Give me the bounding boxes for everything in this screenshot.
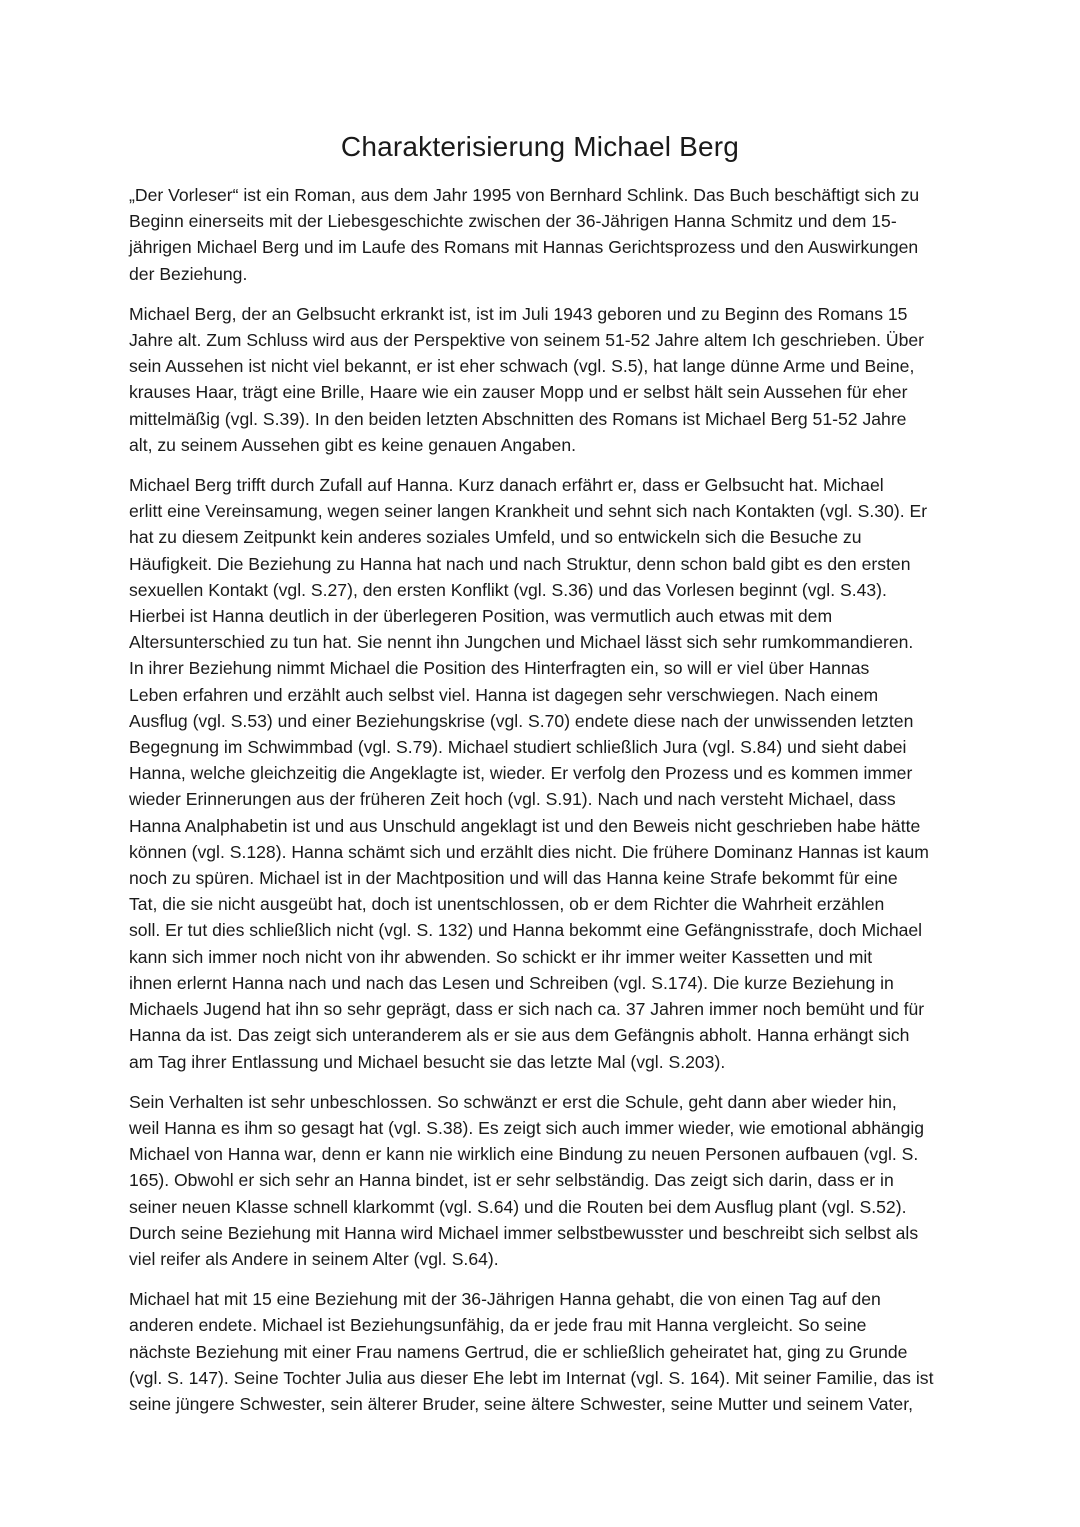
- text-line: am Tag ihrer Entlassung und Michael besucht sie das letzte Mal (vgl. S.203).: [129, 1051, 726, 1072]
- text-line: Hanna Analphabetin ist und aus Unschuld angeklagt ist und den Beweis nicht geschrieben habe hätte: [129, 815, 921, 836]
- text-line: Michael hat mit 15 eine Beziehung mit der 36-Jährigen Hanna gehabt, die von einen Tag auf den: [129, 1289, 881, 1310]
- text-line: Hanna, welche gleichzeitig die Angeklagte ist, wieder. Er verfolg den Prozess und es kommen immer: [129, 763, 913, 784]
- text-line: mittelmäßig (vgl. S.39). In den beiden letzten Abschnitten des Romans ist Michael Berg 51-52 Jahre: [129, 408, 907, 429]
- text-line: In ihrer Beziehung nimmt Michael die Position des Hinterfragten ein, so will er viel über Hannas: [129, 658, 870, 679]
- text-line: sein Aussehen ist nicht viel bekannt, er ist eher schwach (vgl. S.5), hat lange dünne Arme und Beine,: [129, 356, 915, 377]
- text-line: viel reifer als Andere in seinem Alter (vgl. S.64).: [129, 1248, 499, 1269]
- text-line: (vgl. S. 147). Seine Tochter Julia aus dieser Ehe lebt im Internat (vgl. S. 164). Mit seiner Familie, das ist: [129, 1367, 934, 1388]
- text-line: seine jüngere Schwester, sein älterer Bruder, seine ältere Schwester, seine Mutter und seinem Vater,: [129, 1393, 913, 1414]
- text-line: Beginn einerseits mit der Liebesgeschichte zwischen der 36-Jährigen Hanna Schmitz und dem 15-: [129, 211, 897, 232]
- paragraph-behavior: [129, 1089, 953, 1272]
- text-line: Tat, die sie nicht ausgeübt hat, doch ist unentschlossen, ob er dem Richter die Wahrheit erzählen: [129, 894, 885, 915]
- text-line: Hanna da ist. Das zeigt sich unteranderem als er sie aus dem Gefängnis abholt. Hanna erhängt sich: [129, 1025, 910, 1046]
- text-line: anderen endete. Michael ist Beziehungsunfähig, da er jede frau mit Hanna vergleicht. So seine: [129, 1315, 867, 1336]
- paragraph-family: [129, 1286, 953, 1417]
- text-line: hat zu diesem Zeitpunkt kein anderes soziales Umfeld, und so entwickeln sich die Besuche zu: [129, 527, 862, 548]
- text-line: Häufigkeit. Die Beziehung zu Hanna hat nach und nach Struktur, denn schon bald gibt es den ersten: [129, 553, 911, 574]
- text-line: Hierbei ist Hanna deutlich in der überlegeren Position, was vermutlich auch etwas mit dem: [129, 606, 833, 627]
- text-line: seiner neuen Klasse schnell klarkommt (vgl. S.64) und die Routen bei dem Ausflug plant (vgl. S.52).: [129, 1196, 907, 1217]
- text-line: weil Hanna es ihm so gesagt hat (vgl. S.38). Es zeigt sich auch immer wieder, wie emotional abhängig: [129, 1117, 925, 1138]
- text-line: soll. Er tut dies schließlich nicht (vgl. S. 132) und Hanna bekommt eine Gefängnisstrafe, doch Michael: [129, 920, 923, 941]
- paragraph-intro: [129, 182, 953, 287]
- text-line: Leben erfahren und erzählt auch selbst viel. Hanna ist dagegen sehr verschwiegen. Nach einem: [129, 684, 879, 705]
- text-line: der Beziehung.: [129, 263, 248, 284]
- text-line: „Der Vorleser“ ist ein Roman, aus dem Jahr 1995 von Bernhard Schlink. Das Buch beschäftigt sich zu: [129, 185, 920, 205]
- text-line: Ausflug (vgl. S.53) und einer Beziehungskrise (vgl. S.70) endete diese nach der unwissenden letzten: [129, 710, 914, 731]
- text-line: Begegnung im Schwimmbad (vgl. S.79). Michael studiert schließlich Jura (vgl. S.84) und sieht dabei: [129, 737, 907, 758]
- text-line: Michael von Hanna war, denn er kann nie wirklich eine Bindung zu neuen Personen aufbauen (vgl. S.: [129, 1144, 919, 1165]
- text-line: 165). Obwohl er sich sehr an Hanna bindet, ist er sehr selbständig. Das zeigt sich darin, dass er in: [129, 1170, 894, 1191]
- paragraph-relationship: [129, 472, 953, 1075]
- text-line: noch zu spüren. Michael ist in der Machtposition und will das Hanna keine Strafe bekommt für eine: [129, 868, 898, 889]
- text-line: Altersunterschied zu tun hat. Sie nennt ihn Jungchen und Michael lässt sich sehr rumkommandieren.: [129, 632, 914, 653]
- text-line: Michaels Jugend hat ihn so sehr geprägt, dass er sich nach ca. 37 Jahren immer noch bemüht und für: [129, 999, 925, 1020]
- text-line: ihnen erlernt Hanna nach und nach das Lesen und Schreiben (vgl. S.174). Die kurze Beziehung in: [129, 972, 894, 993]
- text-line: wieder Erinnerungen aus der früheren Zeit hoch (vgl. S.91). Nach und nach versteht Michael, dass: [129, 789, 896, 810]
- page-title: Charakterisierung Michael Berg: [340, 131, 740, 162]
- text-line: kann sich immer noch nicht von ihr abwenden. So schickt er ihr immer weiter Kassetten und mit: [129, 946, 873, 967]
- text-line: nächste Beziehung mit einer Frau namens Gertrud, die er schließlich geheiratet hat, ging zu Grunde: [129, 1341, 908, 1362]
- text-line: erlitt eine Vereinsamung, wegen seiner langen Krankheit und sehnt sich nach Kontakten (vgl. S.30). Er: [129, 501, 928, 522]
- text-line: sexuellen Kontakt (vgl. S.27), den ersten Konflikt (vgl. S.36) und das Vorlesen beginnt (vgl. S.43).: [129, 579, 887, 600]
- text-line: Sein Verhalten ist sehr unbeschlossen. So schwänzt er erst die Schule, geht dann aber wieder hin,: [129, 1091, 897, 1112]
- text-line: jährigen Michael Berg und im Laufe des Romans mit Hannas Gerichtsprozess und den Auswirkungen: [129, 237, 919, 258]
- document-body: [129, 182, 953, 1431]
- text-line: krauses Haar, trägt eine Brille, Haare wie ein zauser Mopp und er selbst hält sein Aussehen für eher: [129, 382, 908, 403]
- text-line: Durch seine Beziehung mit Hanna wird Michael immer selbstbewusster und beschreibt sich selbst als: [129, 1222, 919, 1243]
- text-line: Jahre alt. Zum Schluss wird aus der Perspektive von seinem 51-52 Jahre altem Ich geschrieben. Über: [129, 330, 925, 351]
- text-line: Michael Berg trifft durch Zufall auf Hanna. Kurz danach erfährt er, dass er Gelbsucht hat. Michael: [129, 475, 884, 496]
- text-line: können (vgl. S.128). Hanna schämt sich und erzählt dies nicht. Die frühere Dominanz Hannas ist kaum: [129, 841, 929, 862]
- text-line: Michael Berg, der an Gelbsucht erkrankt ist, ist im Juli 1943 geboren und zu Beginn des Romans 15: [129, 303, 908, 324]
- text-line: alt, zu seinem Aussehen gibt es keine genauen Angaben.: [129, 434, 577, 455]
- paragraph-appearance: [129, 301, 953, 458]
